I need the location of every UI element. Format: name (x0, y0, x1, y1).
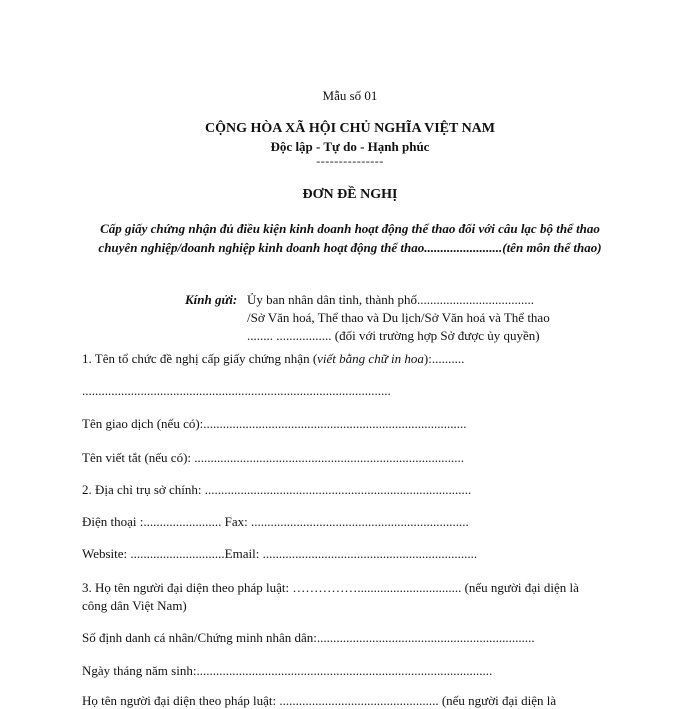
org-name-suffix: ):.......... (423, 351, 465, 366)
phone-fax-field: Điện thoại :........................ Fax: ................................................................... (82, 514, 469, 529)
legal-rep-field-cont: công dân Việt Nam) (82, 598, 187, 613)
website-email-field: Website: .............................Email: .................................................................. (82, 546, 478, 561)
org-name-field (82, 351, 464, 367)
recipient-line-2: /Sở Văn hoá, Thể thao và Du lịch/Sở Văn hoá và Thể thao (247, 310, 550, 325)
org-name-prefix: 1. Tên tổ chức đề nghị cấp giấy chứng nhận ( (82, 351, 318, 366)
head-office-field: 2. Địa chỉ trụ sở chính: .................................................................................. (82, 482, 472, 497)
separator-line: --------------- (316, 154, 384, 168)
document-subject: Cấp giấy chứng nhận đủ điều kiện kinh doanh hoạt động thể thao đối với câu lạc bộ thể thao chuyên nghiệp/doanh nghiệp kinh doanh hoạt động thể thao........................(tên môn thể thao) (98, 221, 602, 255)
recipient-label: Kính gửi: (185, 292, 238, 307)
legal-rep-field: 3. Họ tên người đại diện theo pháp luật: ……………................................ (nếu người đại diện là (82, 580, 579, 595)
trade-name-field: Tên giao dịch (nếu có):................................................................................. (82, 416, 467, 431)
national-title: CỘNG HÒA XÃ HỘI CHỦ NGHĨA VIỆT NAM (204, 121, 495, 136)
org-name-continuation: ............................................................................................... (82, 383, 391, 398)
personal-id-field: Số định danh cá nhân/Chứng minh nhân dân:................................................................... (82, 630, 535, 645)
short-name-field: Tên viết tắt (nếu có): ................................................................................... (82, 450, 465, 465)
national-motto: Độc lập - Tự do - Hạnh phúc (270, 139, 430, 154)
recipient-line-1: Ủy ban nhân dân tỉnh, thành phố.................................... (247, 292, 535, 307)
recipient-line-3: ........ ................. (đối với trường hợp Sở được ủy quyền) (247, 328, 540, 343)
document-title: ĐƠN ĐỀ NGHỊ (302, 187, 398, 202)
form-number: Mẫu số 01 (322, 88, 378, 103)
date-of-birth-field: Ngày tháng năm sinh:........................................................................................... (82, 663, 493, 678)
next-field-partial: Họ tên người đại diện theo pháp luật: ................................................. (nếu người đại diện là (82, 693, 557, 708)
org-name-note: viết bằng chữ in hoa (317, 351, 424, 366)
